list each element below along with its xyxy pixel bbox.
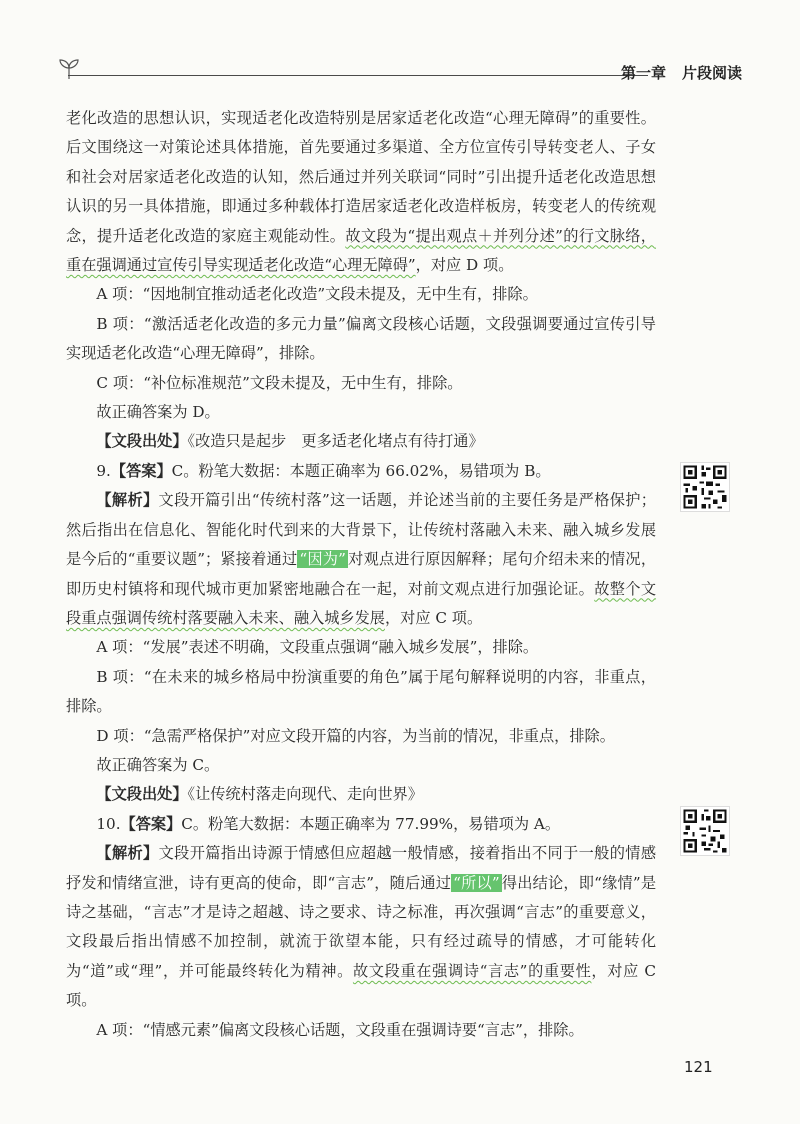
analysis-paragraph	[66, 486, 656, 633]
source-line	[66, 780, 656, 809]
header-rule	[68, 75, 648, 76]
option-analysis: C 项：“补位标准规范”文段未提及，无中生有，排除。	[96, 373, 463, 392]
answer-line	[66, 810, 656, 839]
source-tag: 【文段出处】	[96, 432, 188, 451]
answer-text: C。粉笔大数据：本题正确率为 66.02%，易错项为 B。	[171, 461, 551, 480]
question-number: 10.	[96, 814, 121, 833]
page-body	[66, 104, 656, 1045]
text: 得出结论，即“缘情”是诗之基础，“言志”才是诗之超越、诗之要求、诗之标准，再次强调“言志”的重要意义，文段最后指出情感不加控制，就流于欲望本能，只有经过疏导的情感，才可能转化为“道”或“理”，并可能最终转化为精神。	[66, 873, 657, 980]
source-title: 《改造只是起步 更多适老化堵点有待打通》	[187, 432, 484, 451]
key-sentence: 故整个文段重点强调传统村落要融入未来、融入城乡发展	[66, 579, 657, 627]
correct-answer: 故正确答案为 C。	[96, 755, 220, 774]
text: 文段开篇引出“传统村落”这一话题，并论述当前的主要任务是严格保护；然后指出在信息化、智能化时代到来的大背景下，让传统村落融入未来、融入城乡发展是今后的“重要议题”；紧接着通过	[66, 491, 656, 569]
highlight-keyword: “所以”	[453, 873, 500, 892]
analysis-paragraph	[66, 839, 656, 1015]
key-sentence: 故文段重在强调诗“言志”的重要性	[352, 961, 592, 980]
chapter-title	[621, 62, 742, 83]
option-analysis: A 项：“因地制宜推动适老化改造”文段未提及，无中生有，排除。	[96, 285, 538, 304]
key-sentence: 故文段为“提出观点＋并列分述”的行文脉络，重在强调通过宣传引导实现适老化改造“心理无障碍”	[66, 226, 656, 275]
text: ，对应 C 项。	[66, 961, 657, 1010]
option-analysis: A 项：“情感元素”偏离文段核心话题，文段重在强调诗要“言志”，排除。	[96, 1020, 584, 1039]
option-analysis: A 项：“发展”表述不明确，文段重点强调“融入城乡发展”，排除。	[96, 638, 539, 657]
sprout-icon	[56, 58, 82, 80]
qr-code-icon[interactable]	[680, 462, 730, 512]
text: 老化改造的思想认识，实现适老化改造特别是居家适老化改造“心理无障碍”的重要性。后文围绕这一对策论述具体措施，首先要通过多渠道、全方位宣传引导转变老人、子女和社会对居家适老化改造的认知，然后通过并列关联词“同时”引出提升适老化改造思想认识的另一具体措施，即通过多种载体打造居家适老化改造样板房，转变老人的传统观念，提升适老化改造的家庭主观能动性。	[66, 109, 656, 245]
correct-answer: 故正确答案为 D。	[96, 403, 220, 422]
qr-code-icon[interactable]	[680, 806, 730, 856]
option-analysis: B 项：“激活适老化改造的多元力量”偏离文段核心话题，文段强调要通过宣传引导实现适老化改造“心理无障碍”，排除。	[66, 314, 656, 363]
answer-text: C。粉笔大数据：本题正确率为 77.99%，易错项为 A。	[181, 814, 561, 833]
answer-tag: 【答案】	[110, 461, 172, 480]
option-analysis: B 项：“在未来的城乡格局中扮演重要的角色”属于尾句解释说明的内容，非重点，排除。	[66, 667, 656, 716]
text: ，对应 D 项。	[415, 256, 514, 275]
page-header	[56, 58, 742, 88]
answer-tag: 【答案】	[120, 814, 182, 833]
chapter-number: 第一章	[620, 64, 666, 82]
analysis-tag: 【解析】	[96, 844, 159, 863]
text: ，对应 C 项。	[384, 608, 483, 627]
paragraph	[66, 104, 656, 280]
answer-line	[66, 457, 656, 486]
analysis-tag: 【解析】	[96, 491, 159, 510]
text: 对观点进行原因解释；尾句介绍未来的情况，即历史村镇将和现代城市更加紧密地融合在一起，对前文观点进行加强论证。	[66, 550, 657, 598]
question-number: 9.	[96, 461, 111, 480]
text: 文段开篇指出诗源于情感但应超越一般情感，接着指出不同于一般的情感抒发和情绪宣泄，诗有更高的使命，即“言志”，随后通过	[66, 844, 657, 892]
source-line	[66, 427, 656, 456]
source-tag: 【文段出处】	[96, 785, 188, 804]
highlight-keyword: “因为”	[299, 550, 346, 569]
page-number: 121	[684, 1058, 713, 1076]
option-analysis: D 项：“急需严格保护”对应文段开篇的内容，为当前的情况，非重点，排除。	[96, 726, 615, 745]
source-title: 《让传统村落走向现代、走向世界》	[187, 785, 423, 804]
section-title: 片段阅读	[681, 64, 742, 82]
